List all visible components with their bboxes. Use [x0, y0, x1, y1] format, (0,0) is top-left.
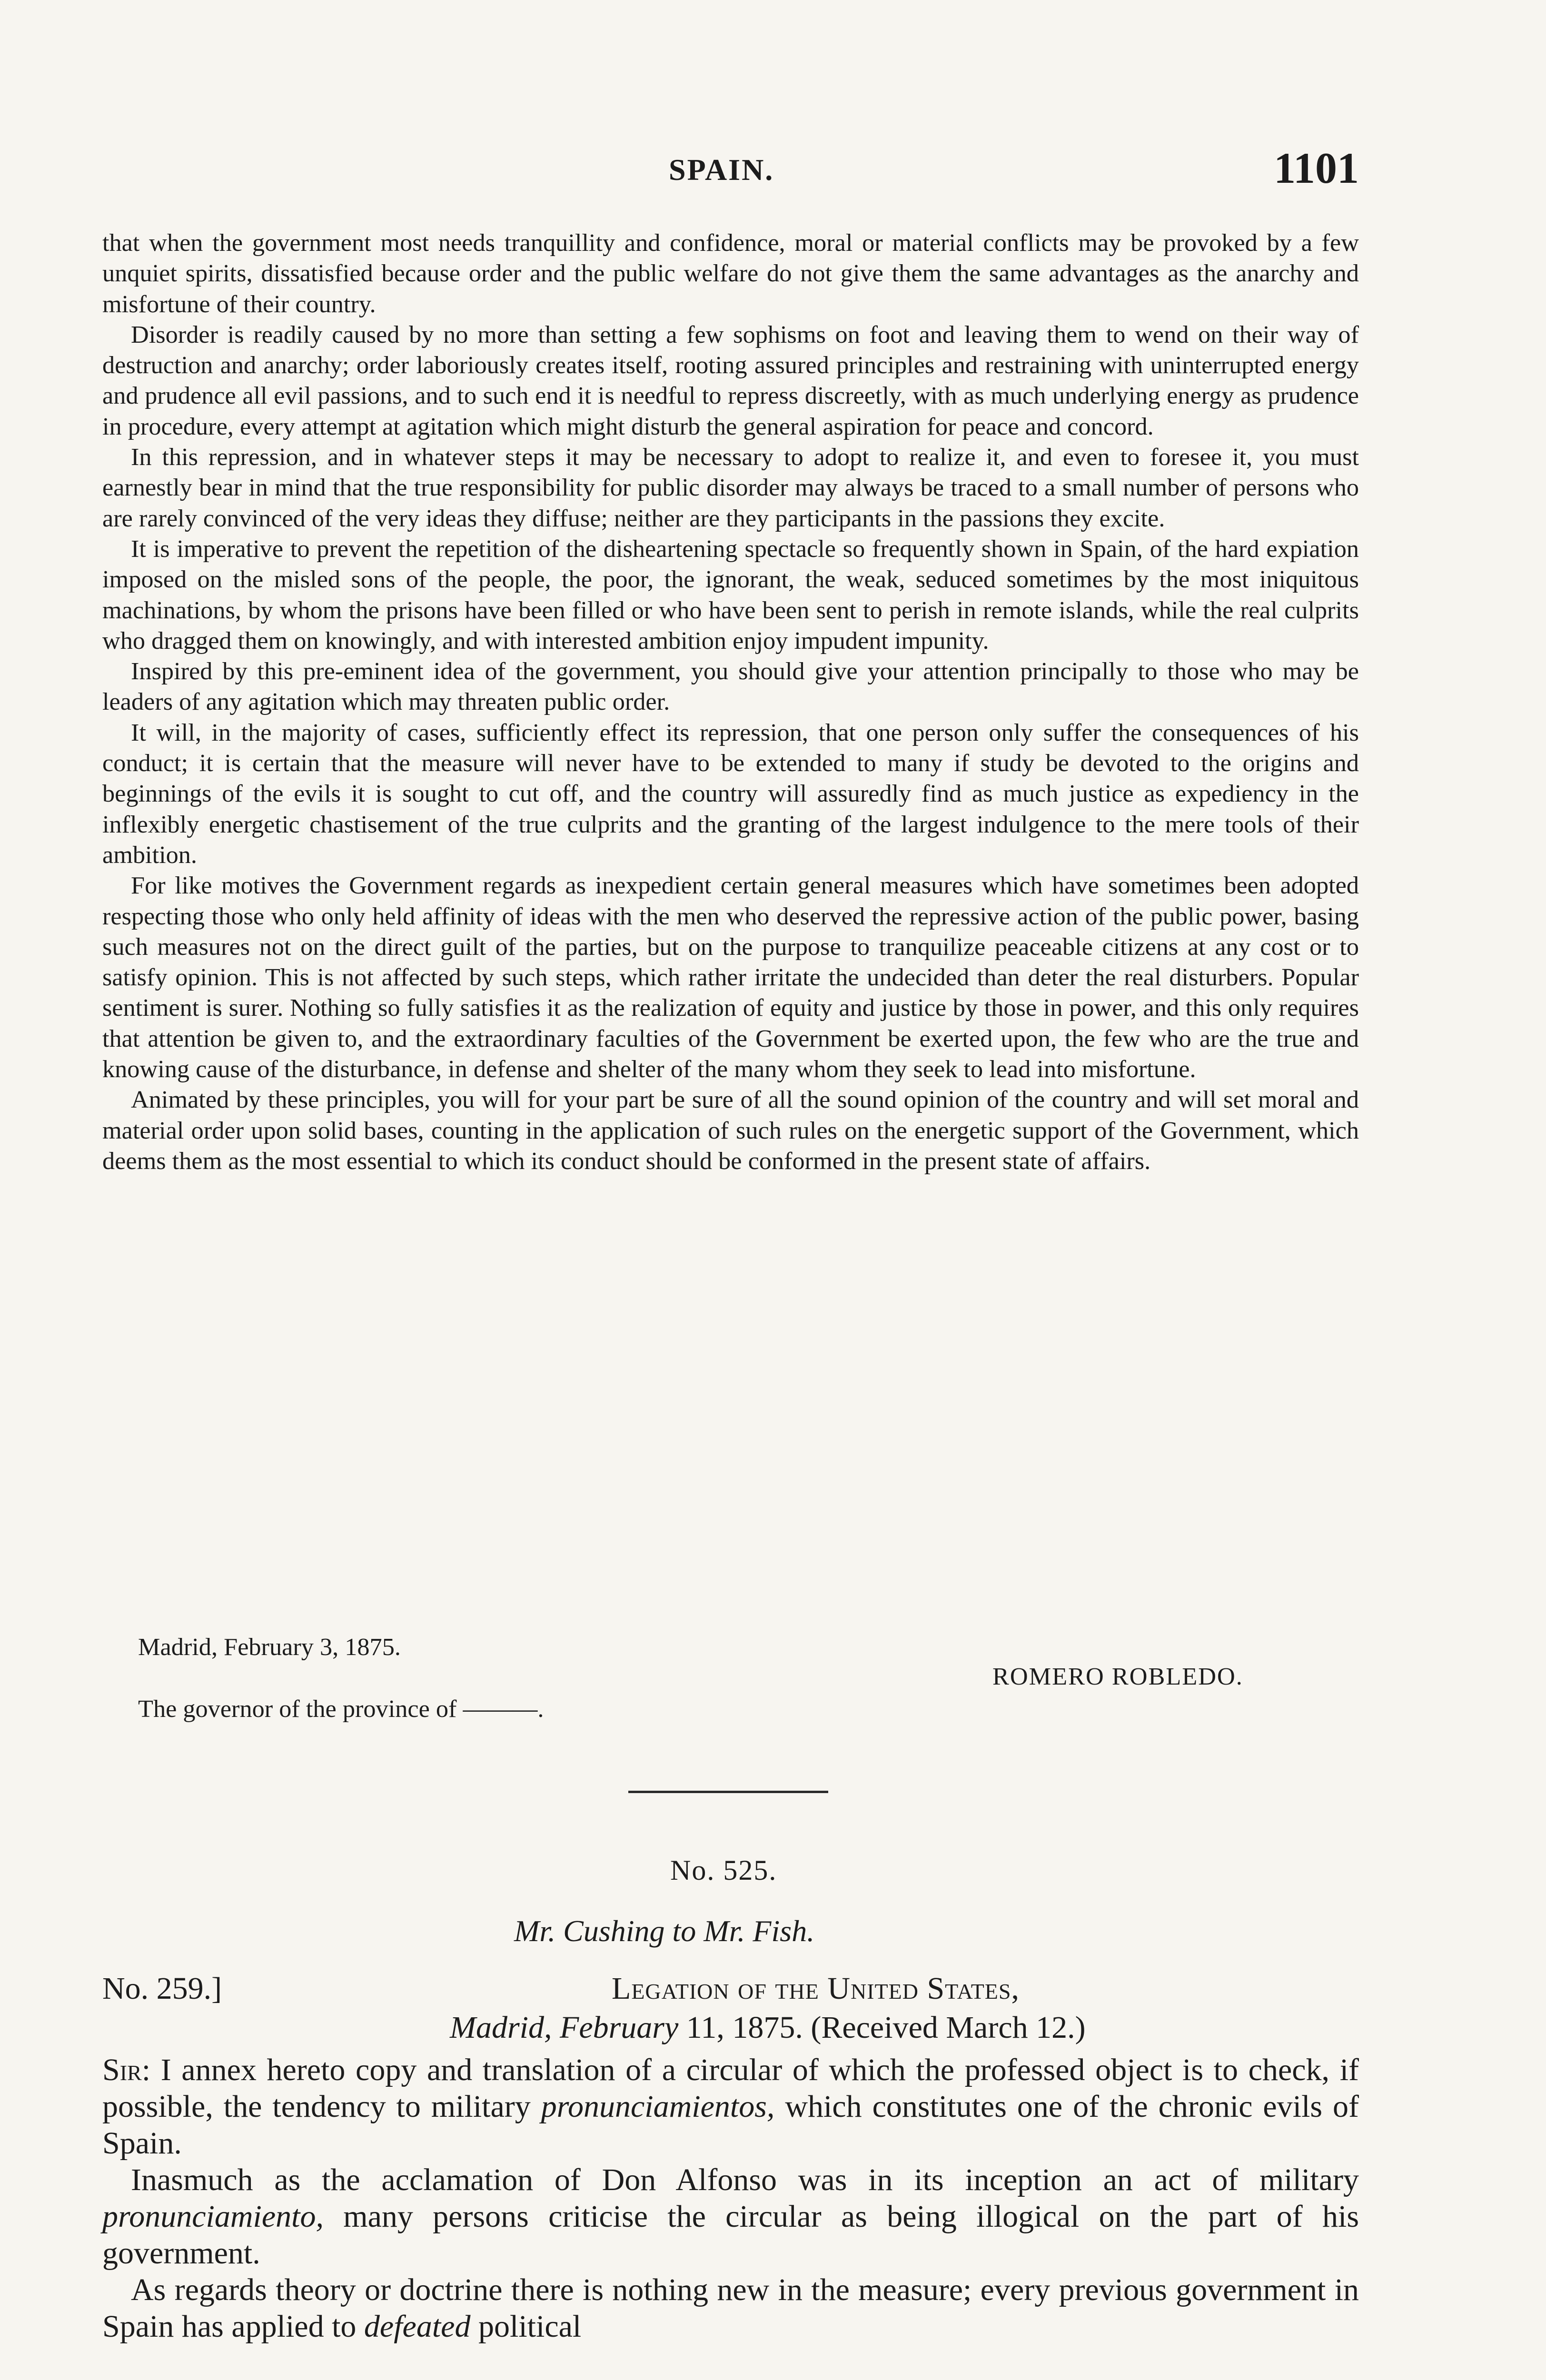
text-run: Inasmuch as the acclamation of Don Alfonso was in its inception an act of military [131, 2162, 1359, 2197]
italic-run: pronunciamientos, [541, 2089, 775, 2124]
legation-heading: Legation of the United States, [612, 1971, 1020, 2006]
text-run: I annex hereto copy and translation of a circular of which the professed object is to check, if possible, the tendency to military [102, 2053, 1359, 2124]
italic-run: pronunciamiento, [102, 2199, 324, 2234]
letter-paragraph [102, 2052, 1359, 2162]
document-title: Mr. Cushing to Mr. Fish. [514, 1914, 815, 1948]
text-run: many persons criticise the circular as being illogical on the part of his government. [102, 2199, 1359, 2271]
text-run: which constitutes one of the chronic evils of Spain. [102, 2089, 1359, 2161]
day-year: 11, 1875. [686, 2010, 803, 2045]
text-run: political [478, 2309, 582, 2344]
text-run: As regards theory or doctrine there is nothing new in the measure; every previous government in Spain has applied to [102, 2272, 1359, 2344]
circular-body [102, 228, 1359, 1176]
italic-run: defeated [364, 2309, 471, 2344]
paragraph: Animated by these principles, you will for your part be sure of all the sound opinion of the country and will set moral and material order upon solid bases, counting in the application of such rules on the energetic support of the Government, which deems them as the most essential to which its conduct should be conformed in the present state of affairs. [102, 1086, 1359, 1175]
paragraph: Inspired by this pre-eminent idea of the government, you should give your attention principally to those who may be leaders of any agitation which may threaten public order. [102, 657, 1359, 716]
addressee-line: The governor of the province of ———. [138, 1695, 544, 1723]
paragraph: that when the government most needs tranquillity and confidence, moral or material conflicts may be provoked by a few unquiet spirits, dissatisfied because order and the public welfare do not give them the same advantages as the anarchy and misfortune of their country. [102, 229, 1359, 318]
paragraph: For like motives the Government regards as inexpedient certain general measures which have sometimes been adopted respecting those who only held affinity of ideas with the men who deserved the repressive action of the public power, basing such measures not on the direct guilt of the parties, but on the purpose to tranquilize peaceable citizens at any cost or to satisfy opinion. This is not affected by such steps, which rather irritate the undecided than deter the real disturbers. Popular sentiment is surer. Nothing so fully satisfies it as the realization of equity and justice by those in power, and this only requires that attention be given to, and the extraordinary faculties of the Government be exerted upon, the few who are the true and knowing cause of the disturbance, in defense and shelter of the many whom they seek to lead into misfortune. [102, 872, 1359, 1083]
date-line: Madrid, February 3, 1875. [138, 1633, 401, 1661]
salutation: Sir: [102, 2053, 151, 2087]
paragraph: It is imperative to prevent the repetition of the disheartening spectacle so frequently shown in Spain, of the hard expiation imposed on the misled sons of the people, the poor, the ignorant, the weak, seduced sometimes by the most iniquitous machinations, by whom the prisons have been filled or who have been sent to perish in remote islands, while the real culprits who dragged them on knowingly, and with interested ambition enjoy impudent impunity. [102, 535, 1359, 654]
dispatch-number: No. 259.] [102, 1971, 222, 2006]
section-divider [628, 1791, 828, 1793]
place: Madrid, [450, 2010, 552, 2045]
place-date-line [450, 2010, 1086, 2046]
page-number: 1101 [1274, 144, 1359, 192]
paragraph: It will, in the majority of cases, sufficiently effect its repression, that one person only suffer the consequences of his conduct; it is certain that the measure will never have to be extended to many if study be devoted to the origins and beginnings of the evils it is sought to cut off, and the country will assuredly find as much justice as expediency in the inflexibly energetic chastisement of the true culprits and the granting of the largest indulgence to the mere tools of their ambition. [102, 718, 1359, 869]
month: February [560, 2010, 679, 2045]
paragraph: Disorder is readily caused by no more than setting a few sophisms on foot and leaving them to wend on their way of destruction and anarchy; order laboriously creates itself, rooting assured principles and restraining with uninterrupted energy and prudence all evil passions, and to such end it is needful to repress discreetly, with as much underlying energy as prudence in procedure, every attempt at agitation which might disturb the general aspiration for peace and concord. [102, 320, 1359, 440]
letter-body [102, 2052, 1359, 2345]
running-head [102, 143, 1359, 200]
letter-paragraph [102, 2271, 1359, 2345]
running-title: SPAIN. [669, 153, 774, 187]
letter-paragraph [102, 2162, 1359, 2271]
received-note: (Received March 12.) [811, 2010, 1086, 2045]
document-number: No. 525. [670, 1854, 777, 1886]
signature: ROMERO ROBLEDO. [992, 1663, 1243, 1690]
paragraph: In this repression, and in whatever steps it may be necessary to adopt to realize it, and even to foresee it, you must earnestly bear in mind that the true responsibility for public disorder may always be traced to a small number of persons who are rarely convinced of the very ideas they diffuse; neither are they participants in the passions they excite. [102, 443, 1359, 532]
